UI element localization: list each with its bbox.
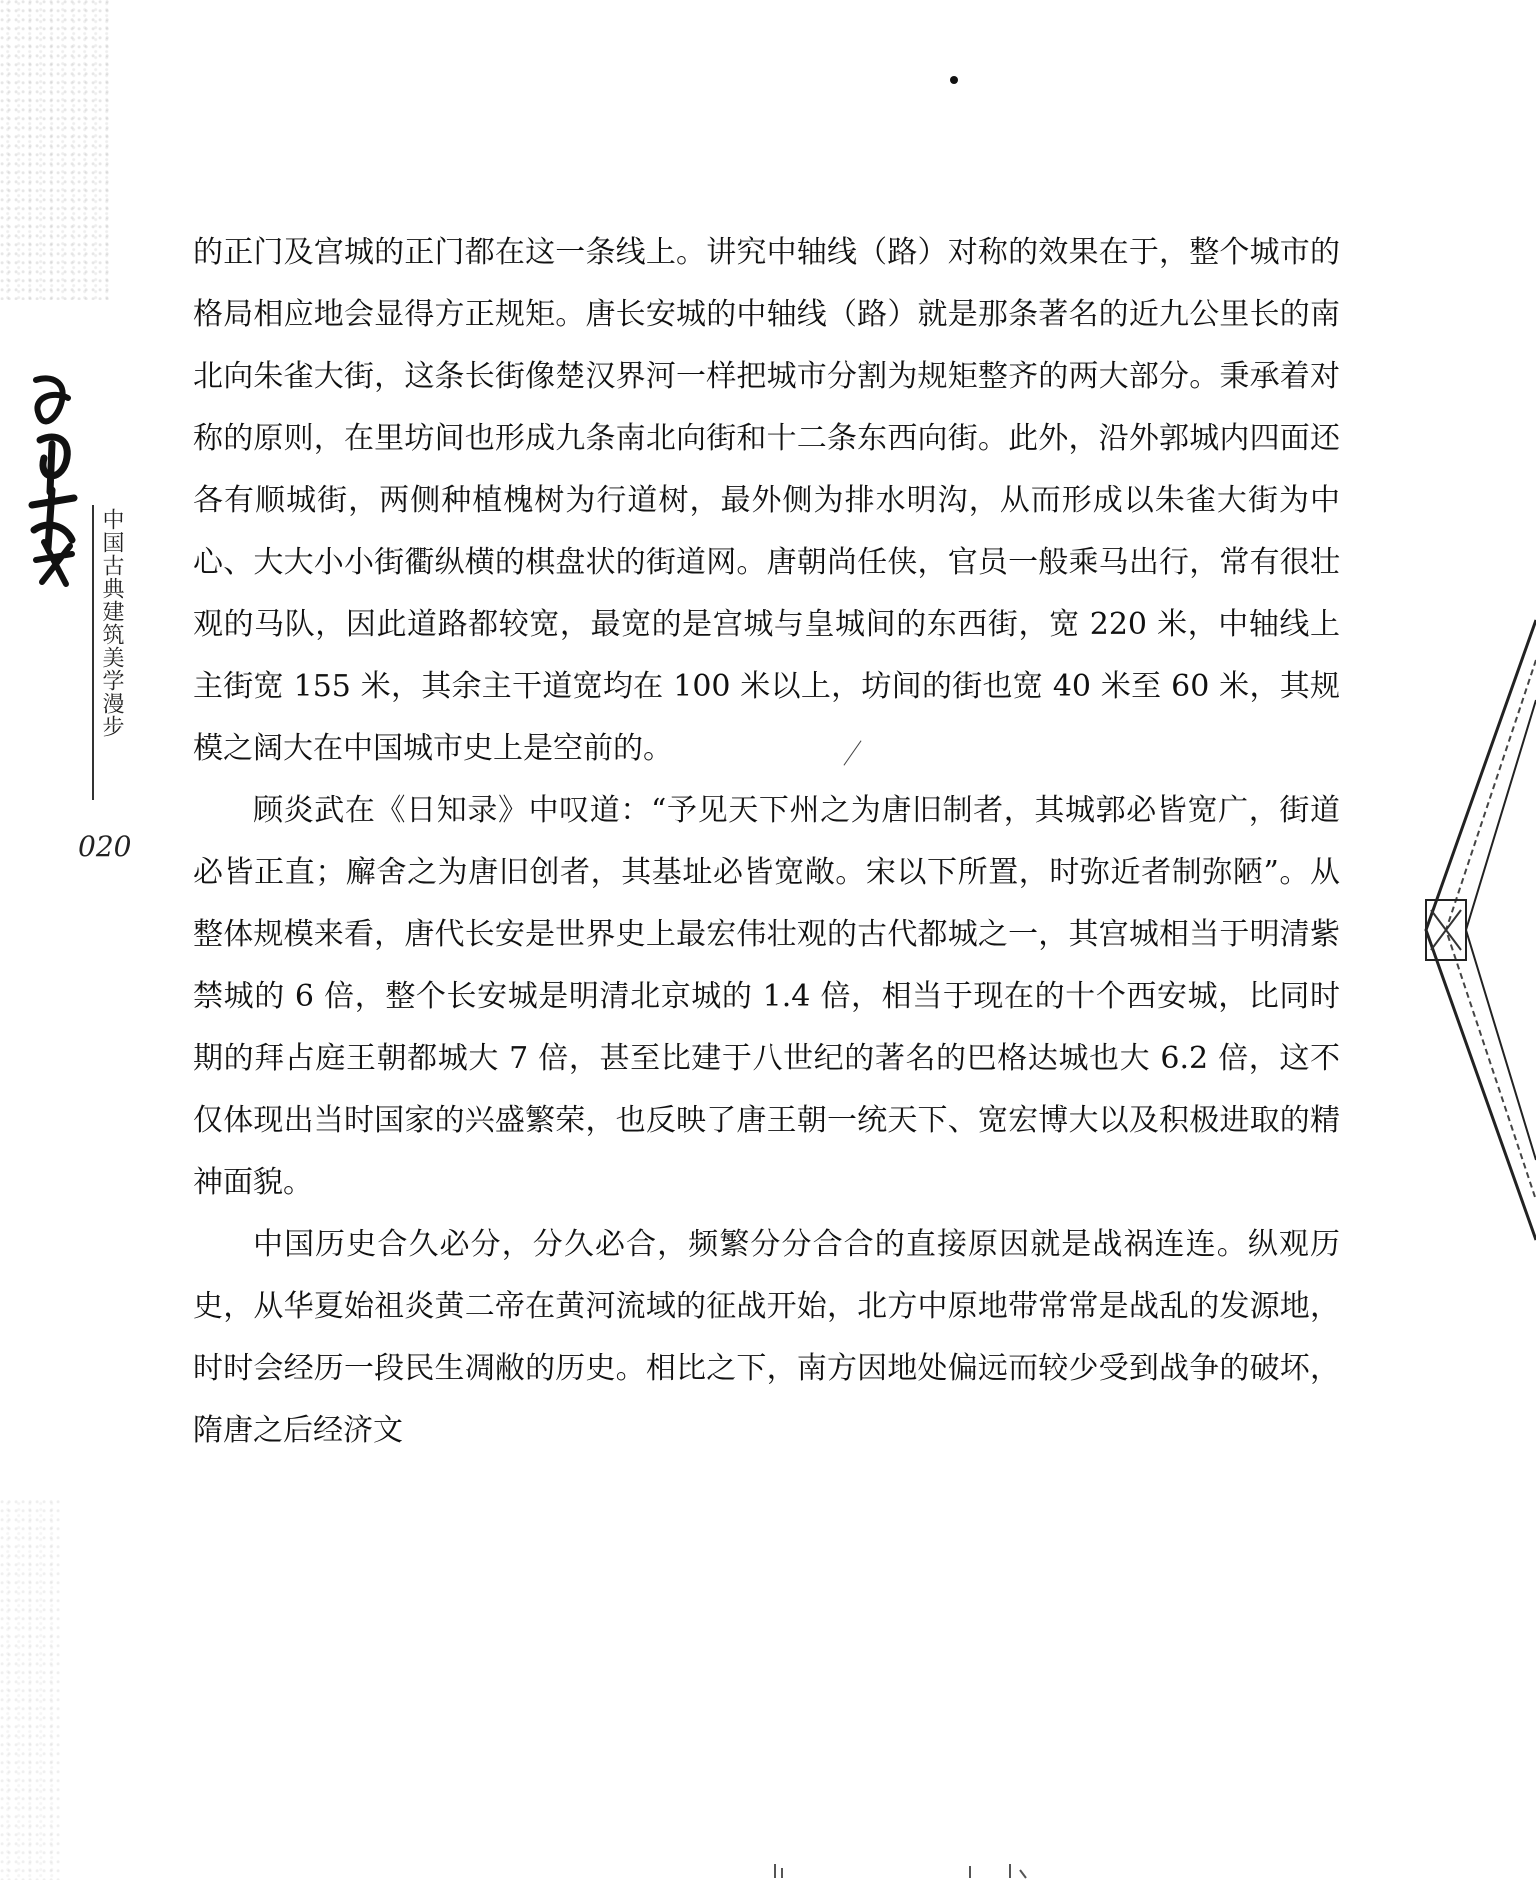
page-number: 020 [78, 830, 132, 863]
decorative-ornament [1386, 600, 1536, 1260]
series-title: 中国古典建筑美学漫步 [99, 508, 124, 738]
scan-noise-top [0, 0, 110, 300]
sidebar-rule [92, 505, 94, 800]
paragraph: 顾炎武在《日知录》中叹道：“予见天下州之为唐旧制者，其城郭必皆宽广，街道必皆正直；廨舍之为唐旧创者，其基址必皆宽敞。宋以下所置，时弥近者制弥陋”。从整体规模来看，唐代长安是世界史上最宏伟壮观的古代都城之一，其宫城相当于明清紫禁城的 6 倍，整个长安城是明清北京城的 1.4 倍，相当于现在的十个西安城，比同时期的拜占庭王朝都城大 7 倍，甚至比建于八世纪的著名的巴格达城也大 6.2 倍，这不仅体现出当时国家的兴盛繁荣，也反映了唐王朝一统天下、宽宏博大以及积极进取的精神面貌。 [193, 793, 1340, 1200]
scan-dot [950, 76, 958, 84]
paragraph: 的正门及宫城的正门都在这一条线上。讲究中轴线（路）对称的效果在于，整个城市的格局相应地会显得方正规矩。唐长安城的中轴线（路）就是那条著名的近九公里长的南北向朱雀大街，这条长街像楚汉界河一样把城市分割为规矩整齐的两大部分。秉承着对称的原则，在里坊间也形成九条南北向街和十二条东西向街。此外，沿外郭城内四面还各有顺城街，两侧种植槐树为行道树，最外侧为排水明沟，从而形成以朱雀大街为中心、大大小小街衢纵横的棋盘状的街道网。唐朝尚任侠，官员一般乘马出行，常有很壮观的马队，因此道路都较宽，最宽的是宫城与皇城间的东西街，宽 220 米，中轴线上主街宽 155 米，其余主干道宽均在 100 米以上，坊间的街也宽 40 米至 60 米，其规模之阔大在中国城市史上是空前的。 [193, 235, 1340, 766]
body-text [193, 222, 1340, 1462]
paragraph: 中国历史合久必分，分久必合，频繁分分合合的直接原因就是战祸连连。纵观历史，从华夏始祖炎黄二帝在黄河流域的征战开始，北方中原地带常常是战乱的发源地，时时会经历一段民生凋敝的历史。相比之下，南方因地处偏远而较少受到战争的破坏，隋唐之后经济文 [193, 1227, 1340, 1448]
scan-noise-bottom [0, 1500, 60, 1880]
scan-marks-bottom [770, 1860, 1090, 1880]
calligraphy-logo [22, 370, 92, 590]
